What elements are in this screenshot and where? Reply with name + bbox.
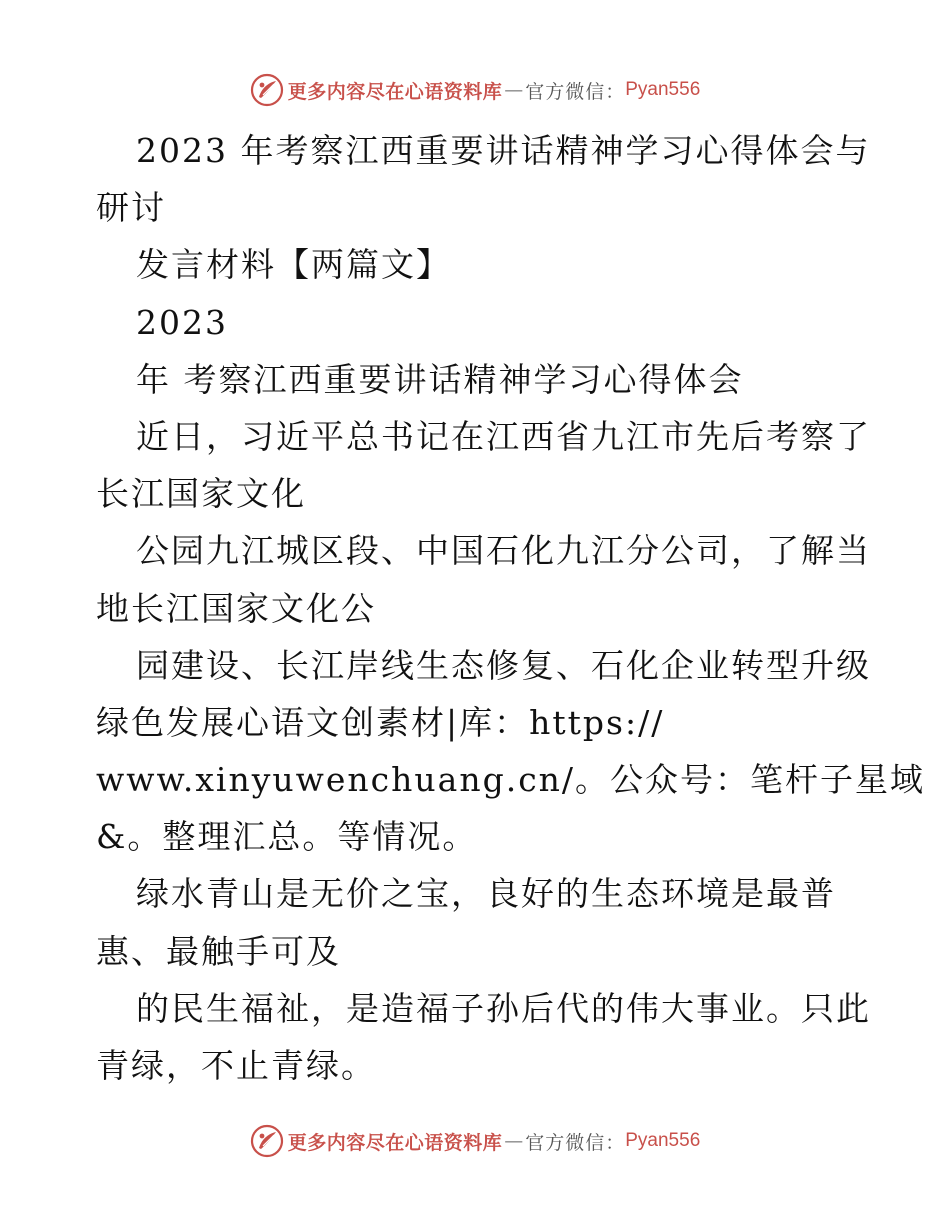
paragraph-line: 长江国家文化 [96,474,306,514]
banner-wechat-id: Pyan556 [625,1130,701,1151]
title-line-2: 研讨 [96,188,166,228]
paragraph-line: 绿色发展心语文创素材|库：https:// [96,702,665,742]
paragraph-line: 的民生福祉，是造福子孙后代的伟大事业。只此 [136,988,871,1028]
banner-separator: — [504,79,524,101]
paragraph-line: 惠、最触手可及 [96,931,341,971]
paragraph-line: www.xinyuwenchuang.cn/。公众号：笔杆子星域 [96,760,926,800]
paragraph-line: 地长江国家文化公 [96,588,376,628]
paragraph-line: &。整理汇总。等情况。 [96,817,478,857]
banner-main-text: 更多内容尽在心语资料库 [287,1131,503,1154]
title-line-1: 2023 年考察江西重要讲话精神学习心得体会与 [136,131,871,170]
banner-wechat-label: 官方微信： [525,1131,626,1154]
banner-wechat-label: 官方微信： [525,80,626,103]
paragraph-line: 公园九江城区段、中国石化九江分公司，了解当 [136,531,871,571]
banner-main-text: 更多内容尽在心语资料库 [287,80,503,103]
paragraph-line: 绿水青山是无价之宝，良好的生态环境是最普 [136,874,836,914]
paragraph-line: 2023 [136,302,228,342]
banner-wechat-id: Pyan556 [625,79,701,100]
xinyu-logo-icon [250,1124,284,1158]
title-line-3: 发言材料【两篇文】 [136,245,451,285]
paragraph-line: 年 考察江西重要讲话精神学习心得体会 [136,359,744,399]
paragraph-line: 园建设、长江岸线生态修复、石化企业转型升级 [136,645,871,685]
header-watermark-banner [0,70,950,110]
paragraph-line: 青绿，不止青绿。 [96,1046,376,1085]
banner-separator: — [504,1130,524,1152]
paragraph-line: 近日，习近平总书记在江西省九江市先后考察了 [136,416,871,456]
footer-watermark-banner [0,1121,950,1161]
document-body [96,122,926,1094]
xinyu-logo-icon [250,73,284,107]
